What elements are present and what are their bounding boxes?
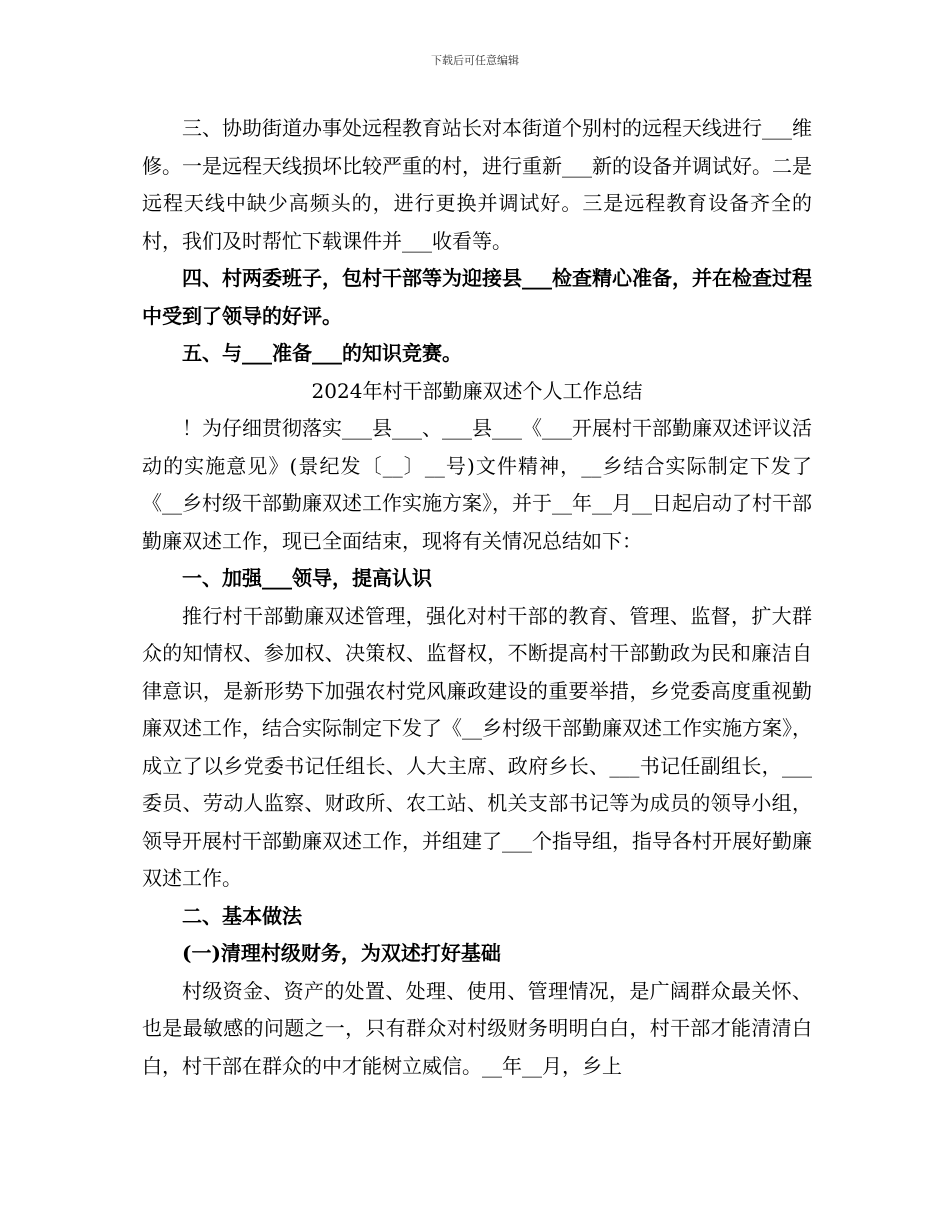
paragraph-4: 四、村两委班子，包村干部等为迎接县___检查精心准备，并在检查过程中受到了领导的好评。 xyxy=(142,266,812,328)
subsection-1-paragraph: 村级资金、资产的处置、处理、使用、管理情况，是广阔群众最关怀、也是最敏感的问题之一，只有群众对村级财务明明白白，村干部才能清清白白，村干部在群众的中才能树立威信。__年__月，乡上 xyxy=(142,978,812,1078)
page-header-note: 下载后可任意编辑 xyxy=(431,54,519,67)
section-heading-1: 一、加强___领导，提高认识 xyxy=(182,566,432,590)
section-heading-2: 二、基本做法 xyxy=(182,903,302,928)
paragraph-5: 五、与___准备___的知识竞赛。 xyxy=(182,341,462,365)
intro-paragraph: ！为仔细贯彻落实___县___、___县___《___开展村干部勤廉双述评议活动的实施意见》(景纪发〔__〕__号)文件精神，__乡结合实际制定下发了《__乡村级干部勤廉双述工作实施方案》，并于__年__月__日起启动了村干部勤廉双述工作，现已全面结束，现将有关情况总结如下： xyxy=(142,416,812,553)
paragraph-3: 三、协助街道办事处远程教育站长对本街道个别村的远程天线进行___维修。一是远程天线损坏比较严重的村，进行重新___新的设备并调试好。二是远程天线中缺少高频头的，进行更换并调试好。三是远程教育设备齐全的村，我们及时帮忙下载课件并___收看等。 xyxy=(142,116,812,253)
subsection-heading-1: (一)清理村级财务，为双述打好基础 xyxy=(182,941,501,965)
document-title: 2024年村干部勤廉双述个人工作总结 xyxy=(311,378,643,403)
document-body xyxy=(142,110,812,1085)
section-1-paragraph: 推行村干部勤廉双述管理，强化对村干部的教育、管理、监督，扩大群众的知情权、参加权、决策权、监督权，不断提高村干部勤政为民和廉洁自律意识，是新形势下加强农村党风廉政建设的重要举措，乡党委高度重视勤廉双述工作，结合实际制定下发了《__乡村级干部勤廉双述工作实施方案》，成立了以乡党委书记任组长、人大主席、政府乡长、___书记任副组长，___委员、劳动人监察、财政所、农工站、机关支部书记等为成员的领导小组，领导开展村干部勤廉双述工作，并组建了___个指导组，指导各村开展好勤廉双述工作。 xyxy=(142,603,812,890)
